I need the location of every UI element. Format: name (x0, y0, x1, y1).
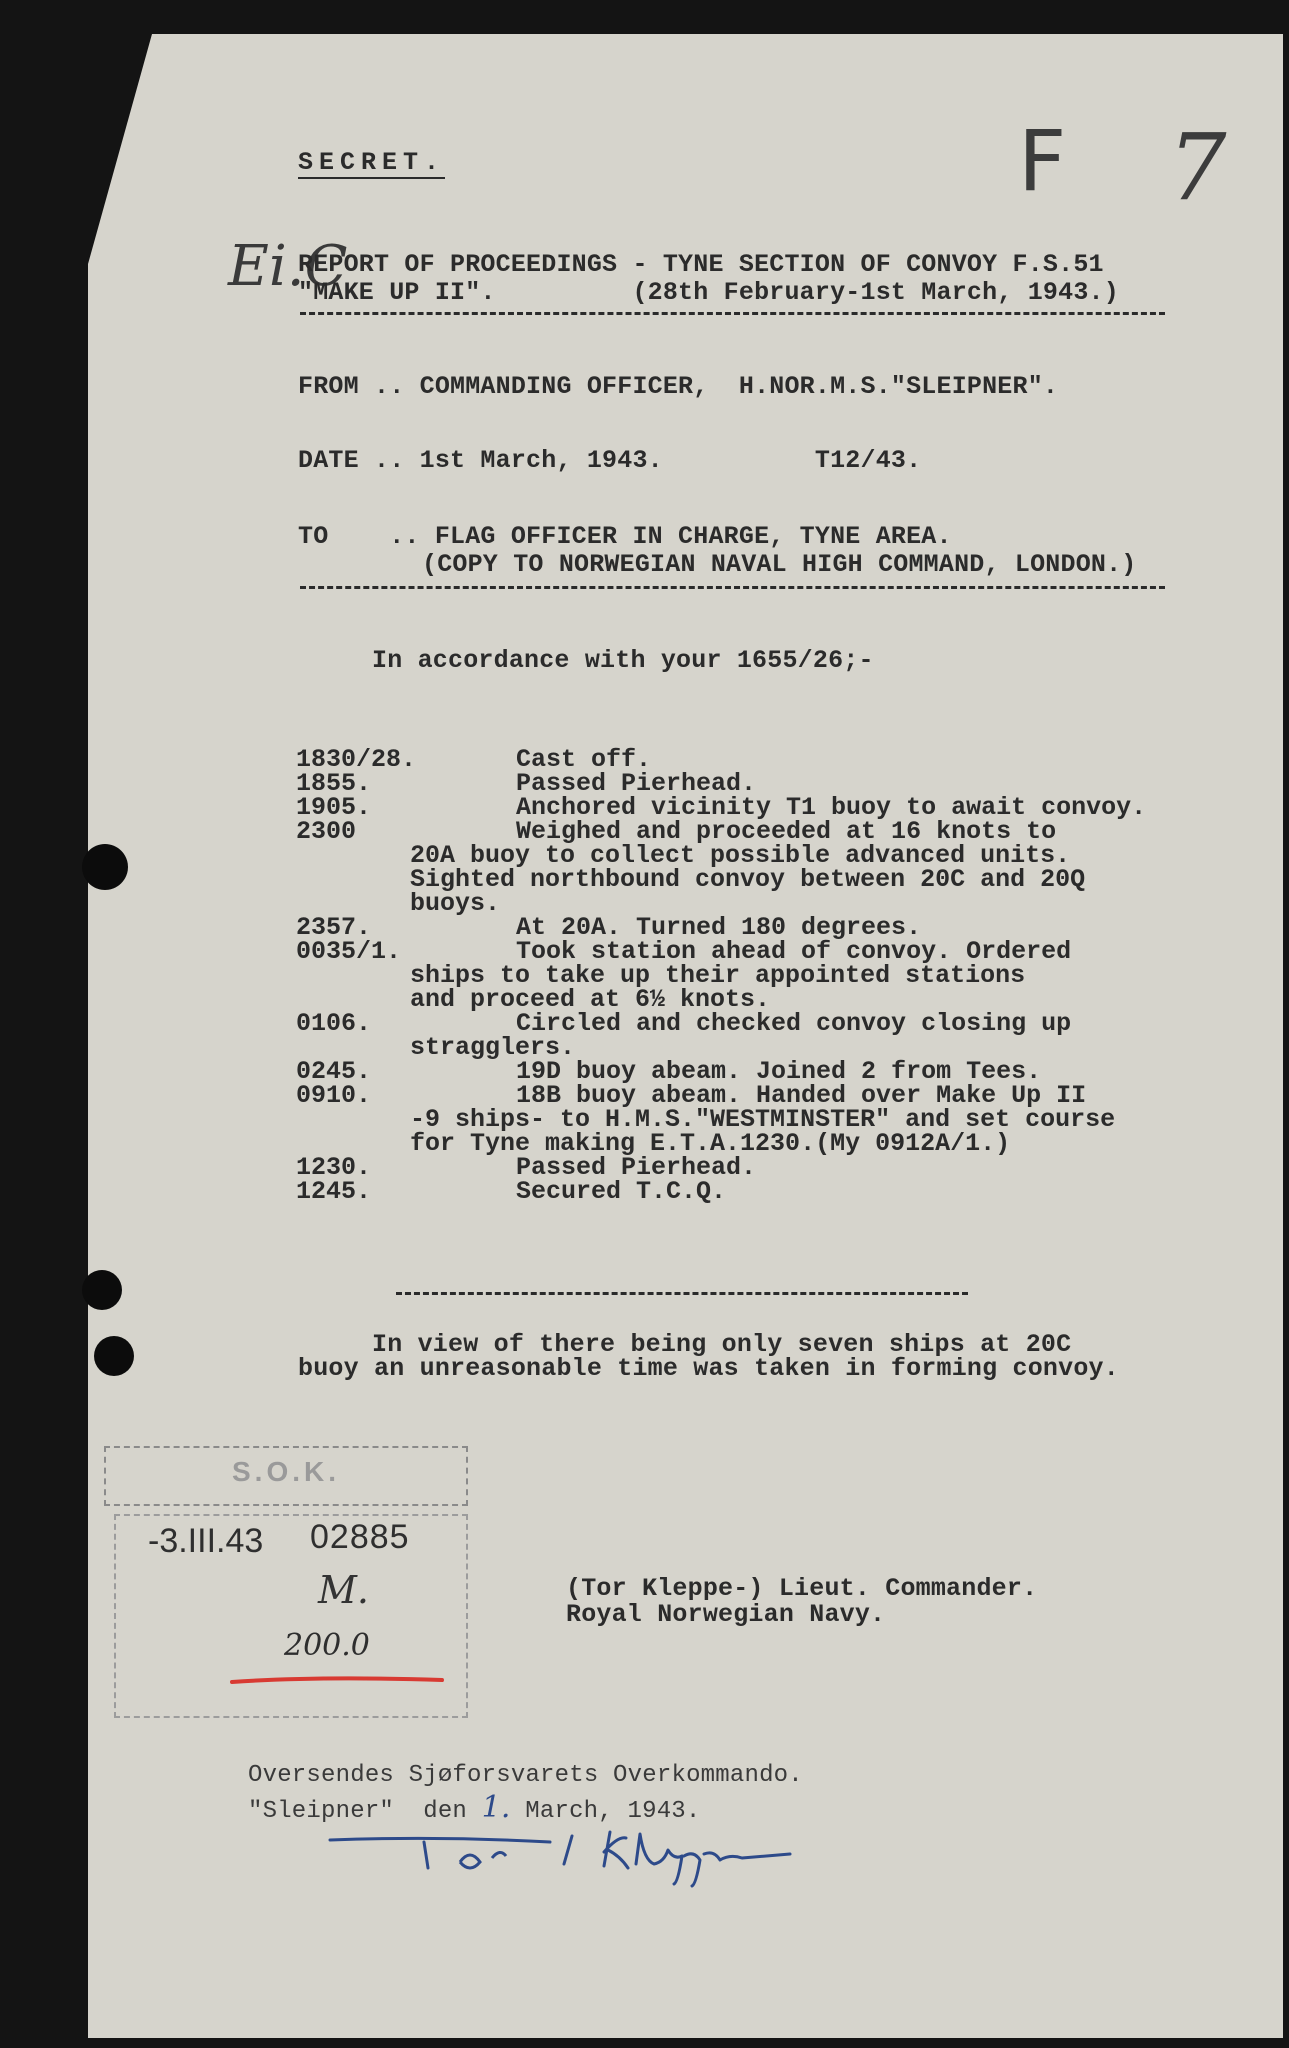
log-time: 0035/1. (296, 937, 402, 966)
stamp-initial: M. (318, 1568, 369, 1612)
log-text-cell (410, 937, 1146, 1014)
log-time: 1245. (296, 1177, 372, 1206)
log-text: Passed Pierhead. (516, 1153, 757, 1182)
to-line-2: (COPY TO NORWEGIAN NAVAL HIGH COMMAND, LONDON.) (422, 550, 1137, 579)
stamp-number: 02885 (310, 1518, 410, 1556)
log-text-continuation: -9 ships- to H.M.S."WESTMINSTER" and set course (410, 1105, 1116, 1134)
signature-line-2: Royal Norwegian Navy. (566, 1600, 886, 1629)
folded-corner (88, 34, 152, 264)
log-time: 0106. (296, 1009, 372, 1038)
log-entry (296, 1084, 1146, 1156)
log-text: Passed Pierhead. (516, 769, 757, 798)
log-text: At 20A. Turned 180 degrees. (516, 913, 922, 942)
log-time: 2300 (296, 817, 357, 846)
log-text-continuation: Sighted northbound convoy between 20C and 20Q (410, 865, 1086, 894)
forwarding-suffix: March, 1943. (510, 1798, 701, 1825)
log-text-continuation: ships to take up their appointed stations (410, 961, 1026, 990)
log-time: 0245. (296, 1057, 372, 1086)
stamp-code: 200.0 (284, 1628, 370, 1663)
stamp-date: -3.III.43 (148, 1522, 264, 1560)
log-time: 0910. (296, 1081, 372, 1110)
from-line: FROM .. COMMANDING OFFICER, H.NOR.M.S."SLEIPNER". (298, 372, 1059, 401)
forwarding-day: 1. (481, 1790, 511, 1825)
log-entry (296, 1012, 1146, 1060)
handwritten-mark-f: F (1018, 112, 1067, 210)
punch-hole-middle (82, 1270, 122, 1310)
log-text-cell (410, 1081, 1146, 1158)
log-text: Secured T.C.Q. (516, 1177, 727, 1206)
log-time: 1905. (296, 793, 372, 822)
intro-line: In accordance with your 1655/26;- (372, 646, 874, 675)
log-text-continuation: stragglers. (410, 1033, 576, 1062)
remark-line-2: buoy an unreasonable time was taken in forming convoy. (298, 1354, 1119, 1383)
red-pencil-underline (228, 1670, 448, 1690)
punch-hole-bottom (94, 1336, 134, 1376)
log-text-continuation: for Tyne making E.T.A.1230.(My 0912A/1.) (410, 1129, 1011, 1158)
blue-ink-signature (320, 1818, 860, 1888)
log-text: Took station ahead of convoy. Ordered (516, 937, 1072, 966)
log-text: Weighed and proceeded at 16 knots to (516, 817, 1057, 846)
report-title-line-2: "MAKE UP II". (28th February-1st March, 1943.) (298, 278, 1119, 307)
document-page (88, 34, 1283, 2038)
report-title-line-1: REPORT OF PROCEEDINGS - TYNE SECTION OF CONVOY F.S.51 (298, 250, 1104, 279)
log-time: 1855. (296, 769, 372, 798)
log-text: Cast off. (516, 745, 652, 774)
log-text-cell (420, 1177, 1146, 1206)
classification-heading: SECRET. (298, 148, 446, 177)
proceedings-log (296, 745, 1147, 1206)
forwarding-line-1: Oversendes Sjøforsvarets Overkommando. (248, 1762, 803, 1789)
log-entry (296, 820, 1146, 916)
handwritten-mark-seven: 7 (1168, 114, 1227, 221)
closing-rule (396, 1292, 968, 1295)
log-text: Circled and checked convoy closing up (516, 1009, 1072, 1038)
log-text: Anchored vicinity T1 buoy to await convoy. (516, 793, 1147, 822)
punch-hole-top (82, 844, 128, 890)
stamp-office: S.O.K. (231, 1456, 340, 1487)
remark-line-1: In view of there being only seven ships at 20C (372, 1330, 1072, 1359)
log-text: 18B buoy abeam. Handed over Make Up II (516, 1081, 1087, 1110)
log-time: 2357. (296, 913, 372, 942)
log-time: 1230. (296, 1153, 372, 1182)
signature-line-1: (Tor Kleppe-) Lieut. Commander. (566, 1574, 1038, 1603)
log-text-cell (410, 1009, 1146, 1062)
address-rule (300, 586, 1165, 589)
to-line-1: TO .. FLAG OFFICER IN CHARGE, TYNE AREA. (298, 522, 952, 551)
date-line: DATE .. 1st March, 1943. T12/43. (298, 446, 922, 475)
log-entry (296, 1180, 1146, 1204)
log-text: 19D buoy abeam. Joined 2 from Tees. (516, 1057, 1042, 1086)
log-text-continuation: buoys. (410, 889, 501, 918)
log-text-cell (410, 817, 1146, 918)
log-text-continuation: 20A buoy to collect possible advanced units. (410, 841, 1071, 870)
log-time: 1830/28. (296, 745, 417, 774)
forwarding-prefix: "Sleipner" den (248, 1798, 482, 1825)
log-entry (296, 940, 1146, 1012)
title-rule (300, 312, 1165, 315)
registry-stamp-header (104, 1446, 468, 1506)
handwritten-mark-left: Ei.C (228, 234, 348, 299)
log-text-continuation: and proceed at 6½ knots. (410, 985, 771, 1014)
